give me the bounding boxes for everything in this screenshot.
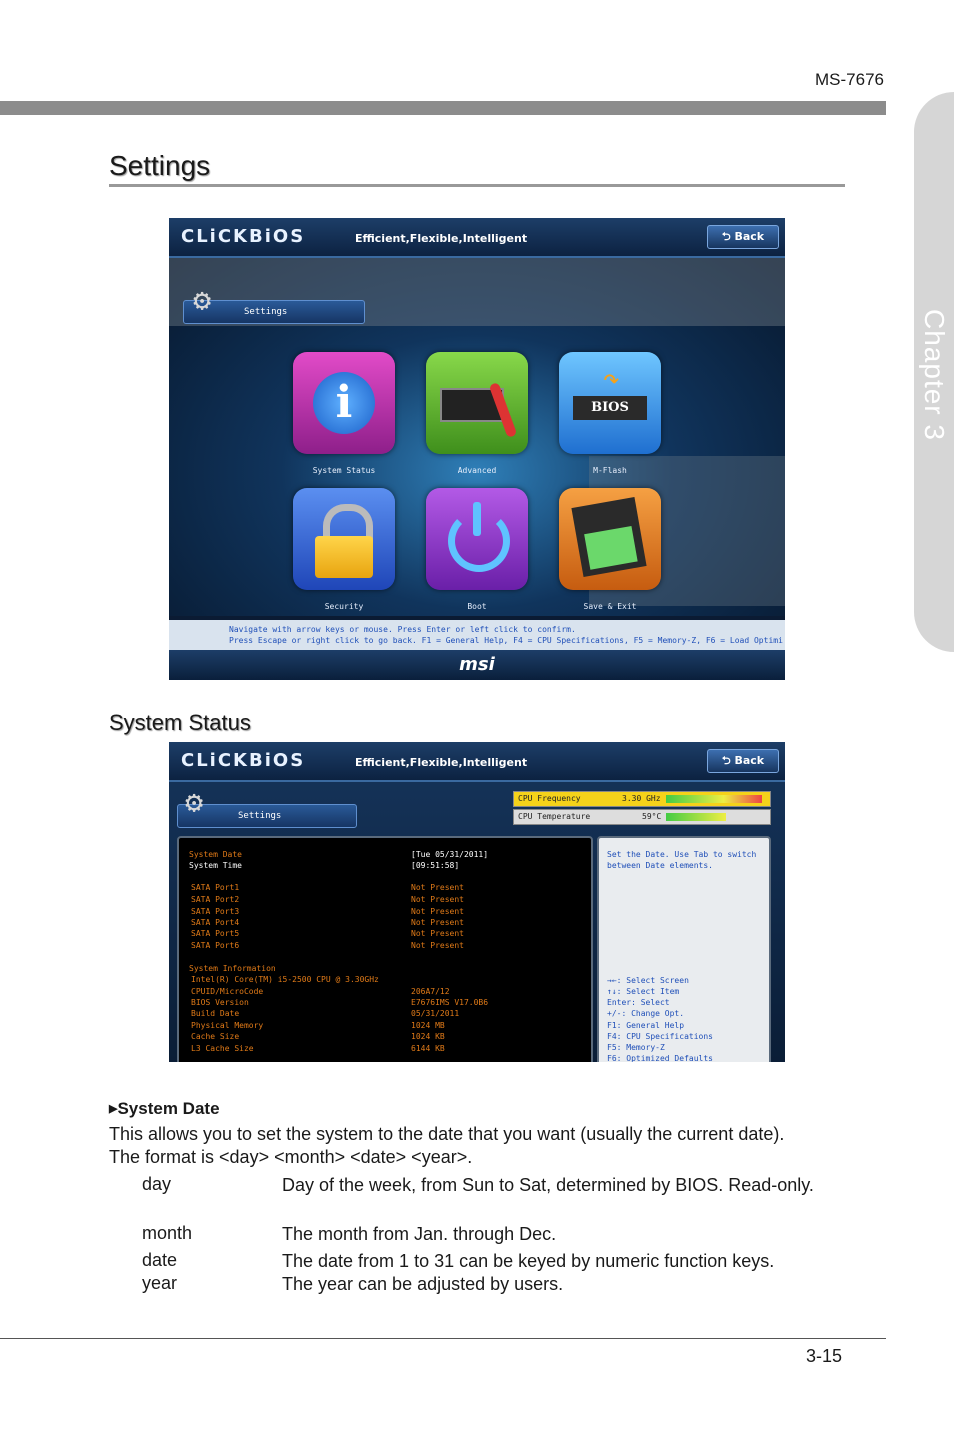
save-exit-tile[interactable] — [559, 488, 661, 590]
row-sata-port5: SATA Port5 — [191, 929, 240, 938]
value-sata-port6: Not Present — [411, 941, 464, 950]
key-enter-select: Enter: Select — [607, 998, 670, 1007]
advanced-tile[interactable] — [426, 352, 528, 454]
gear-icon: ⚙ — [185, 785, 204, 820]
value-sata-port4: Not Present — [411, 918, 464, 927]
help-line-1: Navigate with arrow keys or mouse. Press Enter or left click to confirm. — [229, 625, 576, 634]
def-term-month: month — [142, 1223, 193, 1243]
value-build-date: 05/31/2011 — [411, 1009, 460, 1018]
triangle-bullet-icon: ▶ — [109, 1103, 118, 1115]
refresh-arrow-icon: ↷ — [603, 362, 620, 395]
footer-rule — [0, 1338, 886, 1339]
bios-help-bar — [169, 620, 785, 650]
subsection-title: System Status — [109, 710, 251, 735]
gear-icon: ⚙ — [193, 283, 212, 318]
bios-tagline: Efficient,Flexible,Intelligent — [355, 232, 528, 245]
security-tile[interactable] — [293, 488, 395, 590]
key-memory-z: F5: Memory-Z — [607, 1043, 665, 1052]
cpu-frequency-label: CPU Frequency — [518, 794, 581, 803]
value-sata-port2: Not Present — [411, 895, 464, 904]
value-cpuid: 206A7/12 — [411, 987, 450, 996]
row-system-time[interactable]: System Time — [189, 861, 242, 870]
def-term-day: day — [142, 1174, 172, 1194]
tile-label-m-flash: M-Flash — [593, 466, 627, 475]
settings-tab[interactable]: Settings — [183, 300, 365, 324]
help-line-2: Press Escape or right click to go back. F1 = General Help, F4 = CPU Specifications, F5 = Memory-Z, F6 = Load Optimi — [229, 636, 783, 645]
description-paragraph-1: This allows you to set the system to the date that you want (usually the current date). — [109, 1124, 785, 1144]
bios-system-status-screenshot — [169, 742, 785, 1062]
value-sata-port3: Not Present — [411, 907, 464, 916]
tile-label-boot: Boot — [467, 602, 487, 611]
back-label: Back — [734, 754, 765, 767]
boot-tile[interactable] — [426, 488, 528, 590]
header-bar — [0, 101, 886, 115]
def-term-date: date — [142, 1250, 178, 1270]
row-sata-port2: SATA Port2 — [191, 895, 240, 904]
msi-logo: msi — [169, 650, 785, 680]
def-desc-year: The year can be adjusted by users. — [282, 1274, 564, 1294]
model-number: MS-7676 — [815, 70, 884, 89]
title-rule — [109, 184, 845, 187]
clickbios-logo: CLiCKBiOS — [181, 750, 306, 771]
cpu-temperature-gauge — [513, 809, 771, 825]
help-text-line-1: Set the Date. Use Tab to switch — [607, 850, 757, 859]
row-l3-cache-size: L3 Cache Size — [191, 1044, 254, 1053]
bios-header — [169, 742, 785, 782]
row-cache-size: Cache Size — [191, 1032, 240, 1041]
value-system-time[interactable]: [09:51:58] — [411, 861, 460, 870]
row-build-date: Build Date — [191, 1009, 240, 1018]
key-cpu-specifications: F4: CPU Specifications — [607, 1032, 713, 1041]
item-title-text: System Date — [117, 1099, 220, 1118]
cpu-frequency-value: 3.30 GHz — [622, 794, 661, 803]
row-physical-memory: Physical Memory — [191, 1021, 264, 1030]
value-sata-port5: Not Present — [411, 929, 464, 938]
value-bios-version: E7676IMS V17.0B6 — [411, 998, 489, 1007]
cpu-frequency-bar — [666, 795, 762, 803]
system-status-tile[interactable] — [293, 352, 395, 454]
row-sata-port4: SATA Port4 — [191, 918, 240, 927]
back-button[interactable]: ⮌ Back — [707, 749, 779, 773]
bios-chip-icon: BIOS — [573, 396, 647, 420]
floppy-icon — [571, 497, 646, 577]
m-flash-tile[interactable] — [559, 352, 661, 454]
info-icon: i — [313, 372, 375, 434]
key-optimized-defaults: F6: Optimized Defaults — [607, 1054, 713, 1062]
row-cpu-name: Intel(R) Core(TM) i5-2500 CPU @ 3.30GHz — [191, 975, 379, 984]
row-cpuid: CPUID/MicroCode — [191, 987, 264, 996]
section-title: Settings — [109, 150, 211, 181]
power-icon-bar — [473, 502, 481, 536]
row-system-information[interactable]: System Information — [189, 964, 276, 973]
def-desc-day: Day of the week, from Sun to Sat, determined by BIOS. Read-only. — [282, 1175, 814, 1195]
tile-label-save-exit: Save & Exit — [583, 602, 637, 611]
row-sata-port1: SATA Port1 — [191, 883, 240, 892]
cpu-temperature-bar — [666, 813, 726, 821]
chapter-label: Chapter 3 — [919, 309, 950, 441]
row-bios-version: BIOS Version — [191, 998, 249, 1007]
back-label: Back — [734, 230, 765, 243]
tile-label-system-status: System Status — [312, 466, 376, 475]
back-button[interactable]: ⮌ Back — [707, 225, 779, 249]
system-status-panel — [177, 836, 593, 1062]
value-physical-memory: 1024 MB — [411, 1021, 445, 1030]
lock-icon — [315, 536, 373, 578]
cpu-temperature-label: CPU Temperature — [518, 812, 591, 821]
key-general-help: F1: General Help — [607, 1021, 685, 1030]
tile-label-security: Security — [324, 602, 364, 611]
row-system-date[interactable]: System Date — [189, 850, 242, 859]
bios-header — [169, 218, 785, 258]
description-paragraph-2: The format is <day> <month> <date> <year>. — [109, 1147, 473, 1167]
settings-tab[interactable]: Settings — [177, 804, 357, 828]
tile-label-advanced: Advanced — [457, 466, 497, 475]
clickbios-logo: CLiCKBiOS — [181, 226, 306, 247]
key-change-opt: +/-: Change Opt. — [607, 1009, 685, 1018]
value-cache-size: 1024 KB — [411, 1032, 445, 1041]
cpu-frequency-gauge — [513, 791, 771, 807]
bios-tagline: Efficient,Flexible,Intelligent — [355, 756, 528, 769]
key-select-screen: →←: Select Screen — [607, 976, 689, 985]
bios-main-menu-screenshot — [169, 218, 785, 680]
def-desc-date: The date from 1 to 31 can be keyed by numeric function keys. — [282, 1251, 775, 1271]
row-sata-port6: SATA Port6 — [191, 941, 240, 950]
page-number: 3-15 — [806, 1346, 843, 1366]
def-term-year: year — [142, 1273, 178, 1293]
row-sata-port3: SATA Port3 — [191, 907, 240, 916]
value-system-date[interactable]: [Tue 05/31/2011] — [411, 850, 489, 859]
value-l3-cache-size: 6144 KB — [411, 1044, 445, 1053]
help-side-panel — [597, 836, 771, 1062]
value-sata-port1: Not Present — [411, 883, 464, 892]
help-text-line-2: between Date elements. — [607, 861, 713, 870]
item-title — [109, 1099, 220, 1119]
key-select-item: ↑↓: Select Item — [607, 987, 680, 996]
cpu-temperature-value: 59°C — [642, 812, 662, 821]
floppy-label — [584, 526, 638, 570]
def-desc-month: The month from Jan. through Dec. — [282, 1224, 557, 1244]
